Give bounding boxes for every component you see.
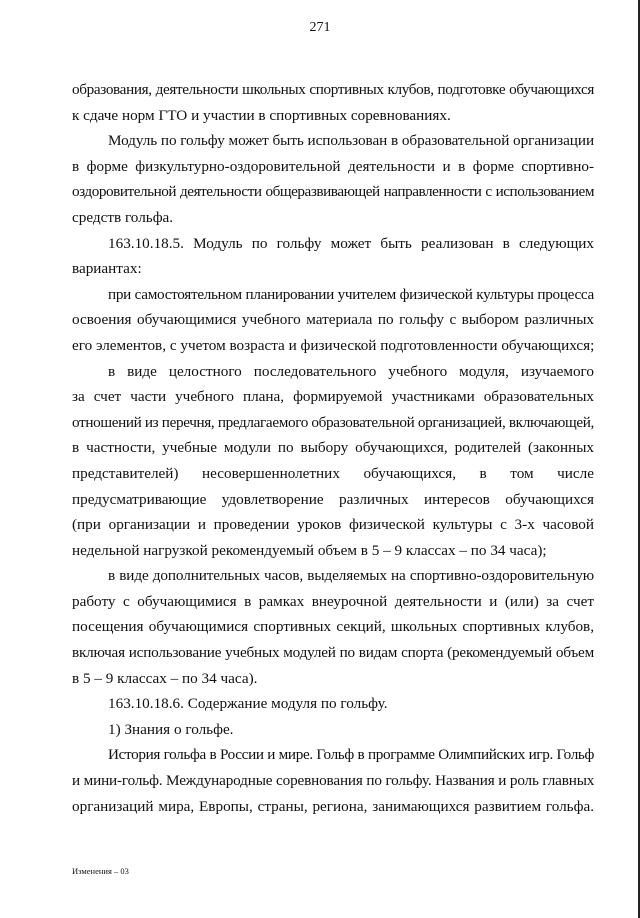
text-line: 163.10.18.5. Модуль по гольфу может быть реализован в следующих [108,234,594,252]
text-line: оздоровительной деятельности общеразвивающей направленности с использованием [72,183,594,201]
text-line: в 5 – 9 классах – по 34 часа). [72,669,258,687]
text-line: освоения обучающимися учебного материала по гольфу с выбором различных [72,311,594,329]
text-line: 1) Знания о гольфе. [108,720,234,738]
text-line: в форме физкультурно-оздоровительной деятельности и в форме спортивно- [72,157,594,175]
text-line: (при организации и проведении уроков физической культуры с 3-х часовой [72,516,594,534]
text-line: включая использование учебных модулей по видам спорта (рекомендуемый объем [72,644,594,662]
text-line: работу с обучающимися в рамках внеурочной деятельности и (или) за счет [72,592,594,610]
text-line: История гольфа в России и мире. Гольф в программе Олимпийских игр. Гольф [108,746,594,764]
text-line: представителей) несовершеннолетних обучающихся, в том числе [72,464,594,482]
text-line: предусматривающие удовлетворение различных интересов обучающихся [72,490,594,508]
text-line: и мини-гольф. Международные соревнования по гольфу. Названия и роль главных [72,772,595,790]
text-line: образования, деятельности школьных спортивных клубов, подготовке обучающихся [72,81,594,98]
text-line: в частности, учебные модули по выбору обучающихся, родителей (законных [72,439,594,457]
text-line: Модуль по гольфу может быть использован в образовательной организации [108,132,595,150]
text-line: к сдаче норм ГТО и участии в спортивных соревнованиях. [72,106,451,124]
text-line: организаций мира, Европы, страны, региона, занимающихся развитием гольфа. [72,797,594,815]
text-line: при самостоятельном планировании учителем физической культуры процесса [108,285,594,303]
footer-revision-note: Изменения – 03 [72,866,129,876]
text-line: 163.10.18.6. Содержание модуля по гольфу. [108,695,388,713]
text-line: недельной нагрузкой рекомендуемый объем в 5 – 9 классах – по 34 часа); [72,541,547,559]
text-line: отношений из перечня, предлагаемого образовательной организацией, включающей, [72,413,594,431]
text-line: в виде целостного последовательного учебного модуля, изучаемого [108,362,594,380]
text-line: за счет части учебного плана, формируемой участниками образовательных [72,388,594,406]
document-body [72,77,594,819]
text-line: посещения обучающимися спортивных секций, школьных спортивных клубов, [72,618,594,636]
text-line: в виде дополнительных часов, выделяемых на спортивно-оздоровительную [108,567,594,585]
page-number: 271 [309,20,331,35]
text-line: его элементов, с учетом возраста и физической подготовленности обучающихся; [72,336,595,354]
text-line: вариантах: [72,260,142,278]
text-line: средств гольфа. [72,208,174,226]
